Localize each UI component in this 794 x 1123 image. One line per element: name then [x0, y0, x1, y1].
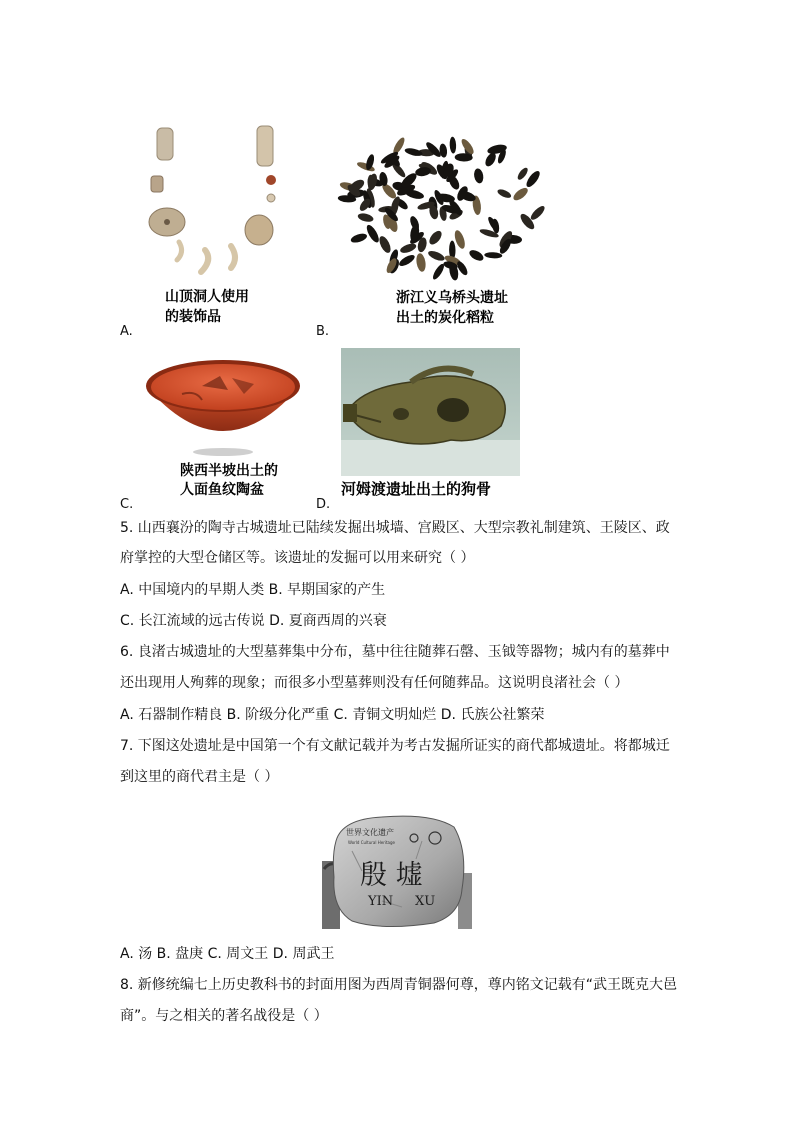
- figure-a-caption-2: 的装饰品: [165, 309, 221, 325]
- rice-grain: [415, 253, 427, 273]
- figure-c-caption-1: 陕西半坡出土的: [180, 463, 278, 479]
- rice-grain: [511, 186, 529, 203]
- stone-pinyin-yin: YIN: [368, 894, 394, 909]
- figure-d-dog-skull: [341, 348, 520, 476]
- rice-grain: [431, 262, 446, 281]
- rice-grain: [404, 147, 423, 158]
- figure-c-caption-2: 人面鱼纹陶盆: [180, 482, 264, 498]
- q5-options-row-2: C. 长江流域的远古传说 D. 夏商西周的兴衰: [120, 613, 387, 629]
- q5-stem-line-2: 府掌控的大型仓储区等。该遗址的发掘可以用来研究（ ）: [120, 550, 475, 566]
- q8-stem-line-1: 8. 新修统编七上历史教科书的封面用图为西周青铜器何尊，尊内铭文记载有“武王既克大邑: [120, 977, 678, 993]
- q7-stem-line-2: 到这里的商代君主是（ ）: [120, 769, 279, 785]
- rice-grain: [516, 166, 530, 181]
- stone-pinyin-xu: XU: [415, 894, 436, 909]
- figure-b-rice: [335, 128, 555, 283]
- stone-yinxu-characters: 殷 墟: [360, 860, 423, 891]
- stone-heritage-text: 世界文化遗产: [346, 828, 394, 837]
- rice-grain: [364, 223, 381, 244]
- dog-skull-image: [341, 348, 520, 476]
- yinxu-stone-image: [322, 811, 472, 929]
- rice-grain: [427, 229, 444, 247]
- stone-heritage-en: World Cultural Heritage: [348, 840, 395, 845]
- q6-options: A. 石器制作精良 B. 阶级分化严重 C. 青铜文明灿烂 D. 氏族公社繁荣: [120, 707, 545, 723]
- rice-grain: [398, 253, 417, 268]
- rice-grain: [468, 248, 486, 263]
- rice-grain: [473, 168, 484, 184]
- rice-grain: [357, 212, 374, 223]
- figure-d-caption: 河姆渡遗址出土的狗骨: [341, 480, 492, 498]
- figure-d-label: D.: [316, 497, 331, 512]
- rice-grain: [484, 252, 502, 259]
- rice-grain: [350, 232, 368, 244]
- figure-b-label: B.: [316, 324, 330, 339]
- figure-c-label: C.: [120, 497, 134, 512]
- figure-b-caption-1: 浙江义乌桥头遗址: [396, 290, 508, 306]
- rice-grain: [496, 188, 512, 200]
- figure-b-caption-2: 出土的炭化稻粒: [396, 310, 494, 326]
- figure-c-basin: [142, 356, 304, 458]
- pottery-basin-image: [142, 356, 304, 458]
- rice-grain: [377, 234, 393, 254]
- q5-options-row-1: A. 中国境内的早期人类 B. 早期国家的产生: [120, 582, 386, 598]
- figure-a-label: A.: [120, 324, 133, 339]
- figure-a-necklace: [135, 118, 285, 288]
- rice-grains-image: [335, 128, 555, 283]
- rice-grain: [427, 249, 446, 263]
- q6-stem-line-2: 还出现用人殉葬的现象；而很多小型墓葬则没有任何随葬品。这说明良渚社会（ ）: [120, 675, 629, 691]
- rice-grain: [399, 242, 417, 255]
- figure-a-caption-1: 山顶洞人使用: [165, 289, 249, 305]
- necklace-image: [135, 118, 285, 288]
- q7-options: A. 汤 B. 盘庚 C. 周文王 D. 周武王: [120, 946, 335, 962]
- q5-stem-line-1: 5. 山西襄汾的陶寺古城遗址已陆续发掘出城墙、宫殿区、大型宗教礼制建筑、王陵区、政: [120, 520, 670, 536]
- q7-stem-line-1: 7. 下图这处遗址是中国第一个有文献记载并为考古发掘所证实的商代都城遗址。将都城迁: [120, 738, 670, 754]
- q6-stem-line-1: 6. 良渚古城遗址的大型墓葬集中分布，墓中往往随葬石罄、玉钺等器物；城内有的墓葬中: [120, 644, 670, 660]
- rice-grain: [529, 204, 547, 222]
- rice-grain: [449, 137, 456, 154]
- q8-stem-line-2: 商”。与之相关的著名战役是（ ）: [120, 1008, 328, 1024]
